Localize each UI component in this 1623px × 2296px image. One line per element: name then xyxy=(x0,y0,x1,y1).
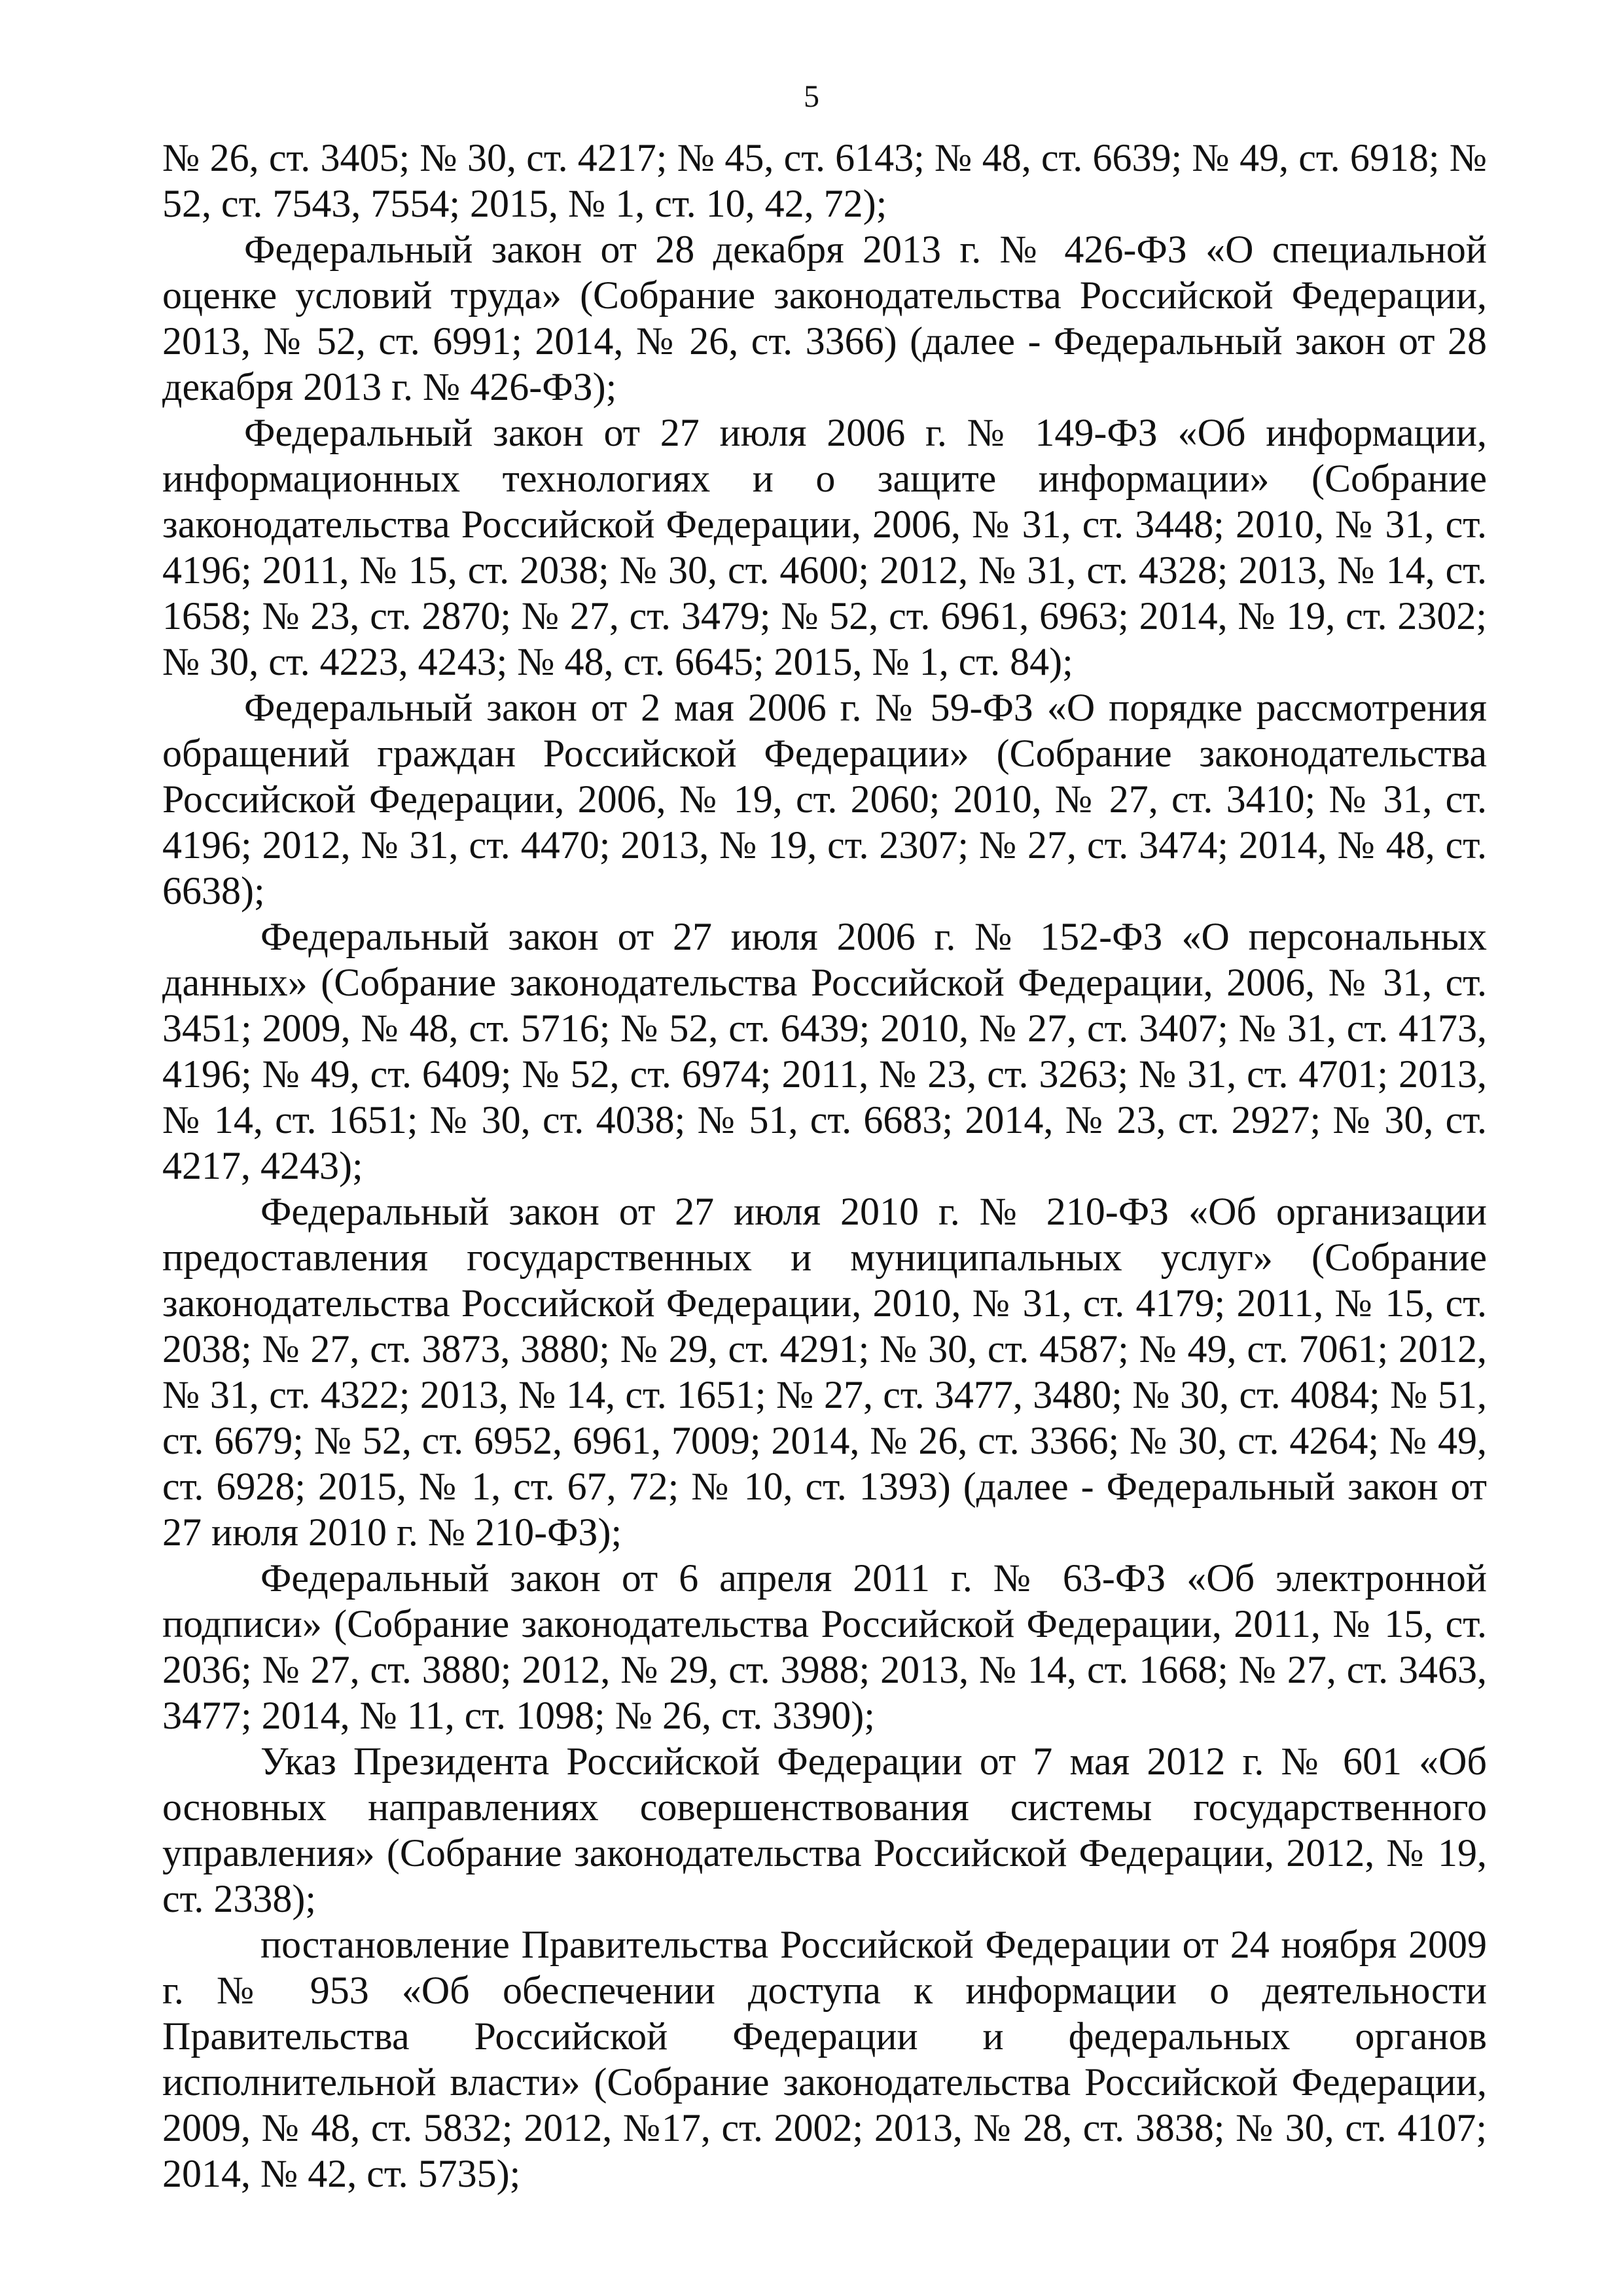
page-number: 5 xyxy=(804,79,819,114)
paragraph-decree-601: Указ Президента Российской Федерации от 7 мая 2012 г. № 601 «Об основных направлениях совершенствования системы государственного управления» (Собрание законодательства Российской Федерации, 2012, № 19, ст. 2338); xyxy=(162,1740,1487,1920)
paragraph-law-59-fz: Федеральный закон от 2 мая 2006 г. № 59-ФЗ «О порядке рассмотрения обращений граждан Российской Федерации» (Собрание законодательства Российской Федерации, 2006, № 19, ст. 2060; 2010, № 27, ст. 3410; № 31, ст. 4196; 2012, № 31, ст. 4470; 2013, № 19, ст. 2307; № 27, ст. 3474; 2014, № 48, ст. 6638); xyxy=(162,686,1487,912)
paragraph-law-426-fz: Федеральный закон от 28 декабря 2013 г. № 426-ФЗ «О специальной оценке условий труда» (Собрание законодательства Российской Федерации, 2013, № 52, ст. 6991; 2014, № 26, ст. 3366) (далее - Федеральный закон от 28 декабря 2013 г. № 426-ФЗ); xyxy=(162,228,1487,408)
paragraph-law-63-fz: Федеральный закон от 6 апреля 2011 г. № 63-ФЗ «Об электронной подписи» (Собрание законодательства Российской Федерации, 2011, № 15, ст. 2036; № 27, ст. 3880; 2012, № 29, ст. 3988; 2013, № 14, ст. 1668; № 27, ст. 3463, 3477; 2014, № 11, ст. 1098; № 26, ст. 3390); xyxy=(162,1556,1487,1737)
paragraph-continuation: № 26, ст. 3405; № 30, ст. 4217; № 45, ст. 6143; № 48, ст. 6639; № 49, ст. 6918; № 52, ст. 7543, 7554; 2015, № 1, ст. 10, 42, 72); xyxy=(162,136,1487,225)
document-body xyxy=(162,135,1487,2197)
paragraph-resolution-953: постановление Правительства Российской Федерации от 24 ноября 2009 г. № 953 «Об обеспечении доступа к информации о деятельности Правительства Российской Федерации и федеральных органов исполнительной власти» (Собрание законодательства Российской Федерации, 2009, № 48, ст. 5832; 2012, №17, ст. 2002; 2013, № 28, ст. 3838; № 30, ст. 4107; 2014, № 42, ст. 5735); xyxy=(162,1923,1487,2195)
paragraph-law-152-fz: Федеральный закон от 27 июля 2006 г. № 152-ФЗ «О персональных данных» (Собрание законодательства Российской Федерации, 2006, № 31, ст. 3451; 2009, № 48, ст. 5716; № 52, ст. 6439; 2010, № 27, ст. 3407; № 31, ст. 4173, 4196; № 49, ст. 6409; № 52, ст. 6974; 2011, № 23, ст. 3263; № 31, ст. 4701; 2013, № 14, ст. 1651; № 30, ст. 4038; № 51, ст. 6683; 2014, № 23, ст. 2927; № 30, ст. 4217, 4243); xyxy=(162,915,1487,1187)
paragraph-law-149-fz: Федеральный закон от 27 июля 2006 г. № 149-ФЗ «Об информации, информационных технологиях и о защите информации» (Собрание законодательства Российской Федерации, 2006, № 31, ст. 3448; 2010, № 31, ст. 4196; 2011, № 15, ст. 2038; № 30, ст. 4600; 2012, № 31, ст. 4328; 2013, № 14, ст. 1658; № 23, ст. 2870; № 27, ст. 3479; № 52, ст. 6961, 6963; 2014, № 19, ст. 2302; № 30, ст. 4223, 4243; № 48, ст. 6645; 2015, № 1, ст. 84); xyxy=(162,411,1487,683)
paragraph-law-210-fz: Федеральный закон от 27 июля 2010 г. № 210-ФЗ «Об организации предоставления государственных и муниципальных услуг» (Собрание законодательства Российской Федерации, 2010, № 31, ст. 4179; 2011, № 15, ст. 2038; № 27, ст. 3873, 3880; № 29, ст. 4291; № 30, ст. 4587; № 49, ст. 7061; 2012, № 31, ст. 4322; 2013, № 14, ст. 1651; № 27, ст. 3477, 3480; № 30, ст. 4084; № 51, ст. 6679; № 52, ст. 6952, 6961, 7009; 2014, № 26, ст. 3366; № 30, ст. 4264; № 49, ст. 6928; 2015, № 1, ст. 67, 72; № 10, ст. 1393) (далее - Федеральный закон от 27 июля 2010 г. № 210-ФЗ); xyxy=(162,1190,1487,1554)
